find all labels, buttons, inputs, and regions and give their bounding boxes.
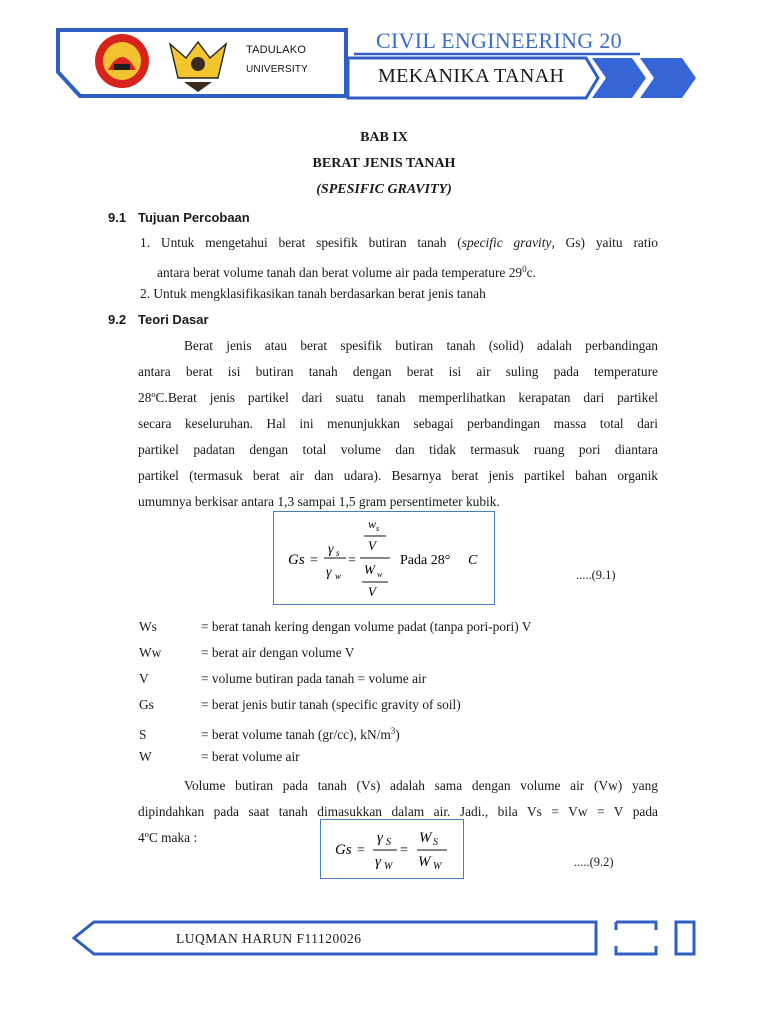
definition-row	[139, 692, 531, 718]
paragraph-line: secara keseluruhan. Hal ini menunjukkan sebagai perbandingan massa total dari	[138, 416, 658, 431]
definition-text: = berat volume tanah (gr/cc), kN/m	[201, 727, 391, 742]
definition-symbol: Ws	[139, 619, 157, 634]
paragraph-line: partikel (termasuk berat air dan udara). Besarnya berat jenis partikel bahan organik	[138, 468, 658, 483]
paragraph-line: Berat jenis atau berat spesifik butiran tanah (solid) adalah perbandingan	[184, 338, 658, 353]
paragraph-line: umumnya berkisar antara 1,3 sampai 1,5 gram persentimeter kubik.	[138, 494, 500, 509]
objective-item-2: 2. Untuk mengklasifikasikan tanah berdasarkan berat jenis tanah	[140, 286, 486, 301]
chapter-number: BAB IX	[360, 130, 408, 145]
university-label: UNIVERSITY	[246, 64, 309, 75]
definition-text: = berat volume air	[201, 749, 300, 764]
definition-text: = volume butiran pada tanah = volume air	[201, 671, 427, 686]
formula-symbol: Gs	[335, 842, 352, 858]
formula-symbol: w	[335, 571, 342, 581]
objective-text: c.	[526, 265, 536, 280]
formula-symbol: γ	[328, 542, 334, 557]
formula-symbol: γ	[377, 830, 383, 846]
objective-text: 1. Untuk mengetahui berat spesifik butiran tanah (	[140, 235, 462, 250]
superscript: 3	[390, 726, 396, 736]
formula-symbol: W	[419, 830, 432, 846]
formula-symbol: =	[310, 553, 318, 568]
definition-symbol: Ww	[139, 645, 162, 660]
equation-number-9-1: .....(9.1)	[576, 568, 616, 582]
formula-symbol: W	[364, 562, 375, 577]
header-title: CIVIL ENGINEERING 20	[376, 28, 622, 53]
paragraph-line: 4ºC maka :	[138, 830, 198, 845]
paragraph-line: dipindahkan pada saat tanah dimasukkan dalam air. Jadi., bila Vs = Vw = V pada	[138, 804, 658, 819]
section-heading-9-2	[108, 312, 209, 327]
theory-paragraph	[138, 333, 658, 515]
formula-symbol: V	[368, 584, 376, 599]
formula-symbol: w	[377, 570, 383, 579]
paragraph-line: 28ºC.Berat jenis partikel dari suatu tanah memperlihatkan kerapatan dari partikel	[138, 390, 658, 405]
definition-row	[139, 640, 531, 666]
definition-symbol: V	[139, 671, 149, 686]
definition-row	[139, 614, 531, 640]
section-title: Tujuan Percobaan	[138, 210, 250, 225]
definition-text: )	[395, 727, 400, 742]
formula-symbol: s	[376, 524, 380, 533]
objective-italic: specific gravity	[461, 235, 552, 250]
definition-symbol: Gs	[139, 697, 154, 712]
formula-symbol: W	[433, 861, 442, 872]
formula-symbol: S	[386, 837, 391, 848]
definition-row	[139, 718, 531, 744]
definition-row	[139, 744, 531, 770]
definition-text: = berat air dengan volume V	[201, 645, 355, 660]
author-name: LUQMAN HARUN F11120026	[176, 931, 362, 946]
page-marker	[676, 922, 694, 954]
objective-text: antara berat volume tanah dan berat volume air pada temperature 29	[157, 265, 523, 280]
objective-text: , Gs) yaitu ratio	[551, 235, 658, 250]
paragraph-line: Volume butiran pada tanah (Vs) adalah sama dengan volume air (Vw) yang	[184, 778, 658, 793]
formula-symbol: γ	[375, 854, 381, 870]
formula-symbol: γ	[326, 565, 332, 580]
chapter-subtitle: (SPESIFIC GRAVITY)	[316, 182, 452, 197]
university-emblem-icon	[170, 42, 226, 92]
section-number: 9.1	[108, 210, 127, 225]
page-number-box	[616, 922, 656, 954]
chapter-title: BERAT JENIS TANAH	[312, 156, 456, 171]
section-title: Teori Dasar	[138, 312, 209, 327]
definition-symbol: W	[139, 749, 152, 764]
definition-symbol: S	[139, 727, 147, 742]
formula-symbol: =	[348, 553, 356, 568]
formula-symbol: W	[384, 861, 393, 872]
definition-row	[139, 666, 531, 692]
formula-gs-9-1	[274, 512, 494, 604]
formula-symbol: V	[368, 538, 376, 553]
symbol-definitions	[139, 614, 531, 770]
formula-box-9-1	[273, 511, 495, 605]
formula-box-9-2	[320, 819, 464, 879]
section-heading-9-1	[108, 210, 250, 225]
tadulako-seal-icon	[95, 34, 149, 88]
header-frame	[0, 0, 768, 110]
objective-item-1	[140, 230, 658, 256]
formula-gs-9-2	[321, 820, 463, 878]
paragraph-line: partikel padatan dengan total volume dan tidak termasuk ruang pori diantara	[138, 442, 658, 457]
university-name: TADULAKO	[246, 44, 307, 56]
footer-frame	[0, 912, 768, 962]
formula-symbol: =	[357, 843, 365, 858]
definition-text: = berat tanah kering dengan volume padat (tanpa pori-pori) V	[201, 619, 532, 634]
formula-text: Pada 28°	[400, 553, 451, 568]
formula-symbol: =	[400, 843, 408, 858]
paragraph-line: antara berat isi butiran tanah dengan berat isi air suling pada temperature	[138, 364, 658, 379]
definition-text: = berat jenis butir tanah (specific gravity of soil)	[201, 697, 461, 712]
formula-symbol: W	[418, 854, 431, 870]
section-number: 9.2	[108, 312, 127, 327]
formula-symbol: Gs	[288, 552, 305, 568]
equation-number-9-2: .....(9.2)	[574, 855, 614, 869]
formula-symbol: C	[468, 553, 478, 568]
formula-symbol: s	[336, 548, 340, 558]
header-subtitle: MEKANIKA TANAH	[378, 65, 565, 87]
formula-symbol: S	[433, 837, 438, 848]
superscript: 0	[522, 264, 527, 274]
formula-symbol: w	[368, 517, 377, 531]
